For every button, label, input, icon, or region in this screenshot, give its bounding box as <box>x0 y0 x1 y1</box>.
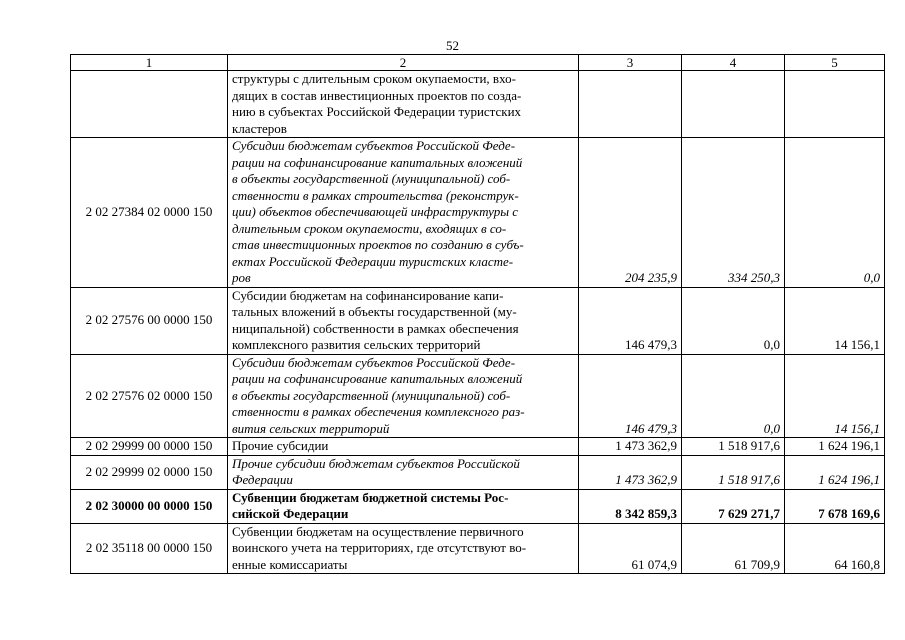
amount-cell-year-3: 7 678 169,6 <box>785 489 885 523</box>
description-line: воинского учета на территориях, где отсутствуют во- <box>232 540 527 555</box>
amount-cell-year-1: 8 342 859,3 <box>579 489 682 523</box>
amount-cell-year-3 <box>785 71 885 138</box>
table-body <box>71 55 885 574</box>
amount-cell-year-1: 61 074,9 <box>579 523 682 574</box>
amount-cell-year-1: 204 235,9 <box>579 138 682 288</box>
table-row <box>71 523 885 574</box>
description-line: Субсидии бюджетам субъектов Российской Феде- <box>232 354 516 370</box>
budget-code-cell <box>71 71 228 138</box>
description-line: Субвенции бюджетам на осуществление первичного <box>232 523 524 539</box>
description-line: Федерации <box>232 472 293 487</box>
amount-cell-year-2: 61 709,9 <box>682 523 785 574</box>
description-line: енные комиссариаты <box>232 556 348 572</box>
budget-code-cell: 2 02 29999 02 0000 150 <box>71 455 228 489</box>
column-number: 4 <box>682 55 785 71</box>
amount-cell-year-3: 14 156,1 <box>785 287 885 354</box>
description-line: ции) объектов обеспечивающей инфраструктуры с <box>232 204 519 219</box>
description-line: рации на софинансирование капитальных вложений <box>232 154 523 170</box>
description-line: ственности в рамках обеспечения комплексного раз- <box>232 404 525 419</box>
description-line: комплексного развития сельских территорий <box>232 337 481 352</box>
amount-cell-year-2: 1 518 917,6 <box>682 455 785 489</box>
amount-cell-year-2 <box>682 71 785 138</box>
budget-code-cell: 2 02 27576 00 0000 150 <box>71 287 228 354</box>
description-line: Прочие субсидии <box>232 438 329 453</box>
description-cell <box>228 455 579 489</box>
amount-cell-year-2: 0,0 <box>682 354 785 438</box>
description-line: ственности в рамках строительства (реконструк- <box>232 187 519 203</box>
amount-cell-year-1 <box>579 71 682 138</box>
description-cell <box>228 354 579 438</box>
table-row <box>71 287 885 354</box>
description-line: рации на софинансирование капитальных вложений <box>232 371 523 386</box>
description-line: кластеров <box>232 120 287 136</box>
description-line: нию в субъектах Российской Федерации туристских <box>232 104 522 119</box>
budget-revenue-table <box>70 54 885 574</box>
column-number-row <box>71 55 885 71</box>
budget-code-cell: 2 02 29999 00 0000 150 <box>71 438 228 456</box>
table-row <box>71 455 885 489</box>
budget-code-cell: 2 02 30000 00 0000 150 <box>71 489 228 523</box>
description-line: Субвенции бюджетам бюджетной системы Рос- <box>232 489 509 505</box>
table-row <box>71 438 885 456</box>
amount-cell-year-1: 146 479,3 <box>579 287 682 354</box>
description-line: сийской Федерации <box>232 506 349 521</box>
column-number: 3 <box>579 55 682 71</box>
amount-cell-year-3: 14 156,1 <box>785 354 885 438</box>
description-line: Субсидии бюджетам на софинансирование капи- <box>232 287 504 303</box>
amount-cell-year-2: 0,0 <box>682 287 785 354</box>
description-line: став инвестиционных проектов по созданию в субъ- <box>232 237 524 252</box>
table-row <box>71 138 885 288</box>
amount-cell-year-2: 1 518 917,6 <box>682 438 785 456</box>
column-number: 1 <box>71 55 228 71</box>
description-line: ниципальной) собственности в рамках обеспечения <box>232 320 519 336</box>
amount-cell-year-1: 1 473 362,9 <box>579 455 682 489</box>
description-line: ектах Российской Федерации туристских класте- <box>232 253 514 269</box>
table-row <box>71 71 885 138</box>
amount-cell-year-3: 0,0 <box>785 138 885 288</box>
budget-code-cell: 2 02 27576 02 0000 150 <box>71 354 228 438</box>
description-cell <box>228 489 579 523</box>
description-line: вития сельских территорий <box>232 420 390 436</box>
amount-cell-year-2: 334 250,3 <box>682 138 785 288</box>
page-number: 52 <box>446 38 459 53</box>
description-line: тальных вложений в объекты государственной (му- <box>232 304 517 319</box>
description-line: дящих в состав инвестиционных проектов по созда- <box>232 87 522 103</box>
amount-cell-year-3: 64 160,8 <box>785 523 885 574</box>
column-number: 2 <box>228 55 579 71</box>
description-cell <box>228 523 579 574</box>
column-number: 5 <box>785 55 885 71</box>
description-line: Прочие субсидии бюджетам субъектов Российской <box>232 455 520 471</box>
description-cell <box>228 71 579 138</box>
amount-cell-year-1: 146 479,3 <box>579 354 682 438</box>
description-line: длительным сроком окупаемости, входящих в со- <box>232 220 507 236</box>
amount-cell-year-1: 1 473 362,9 <box>579 438 682 456</box>
amount-cell-year-2: 7 629 271,7 <box>682 489 785 523</box>
description-line: ров <box>232 270 251 285</box>
budget-code-cell: 2 02 27384 02 0000 150 <box>71 138 228 288</box>
description-line: в объекты государственной (муниципальной) соб- <box>232 171 511 186</box>
budget-code-cell: 2 02 35118 00 0000 150 <box>71 523 228 574</box>
description-cell <box>228 438 579 456</box>
description-line: Субсидии бюджетам субъектов Российской Феде- <box>232 138 516 153</box>
description-line: структуры с длительным сроком окупаемости, вхо- <box>232 71 516 86</box>
amount-cell-year-3: 1 624 196,1 <box>785 438 885 456</box>
table-row <box>71 489 885 523</box>
description-cell <box>228 138 579 288</box>
table-row <box>71 354 885 438</box>
amount-cell-year-3: 1 624 196,1 <box>785 455 885 489</box>
description-cell <box>228 287 579 354</box>
description-line: в объекты государственной (муниципальной) соб- <box>232 387 511 403</box>
